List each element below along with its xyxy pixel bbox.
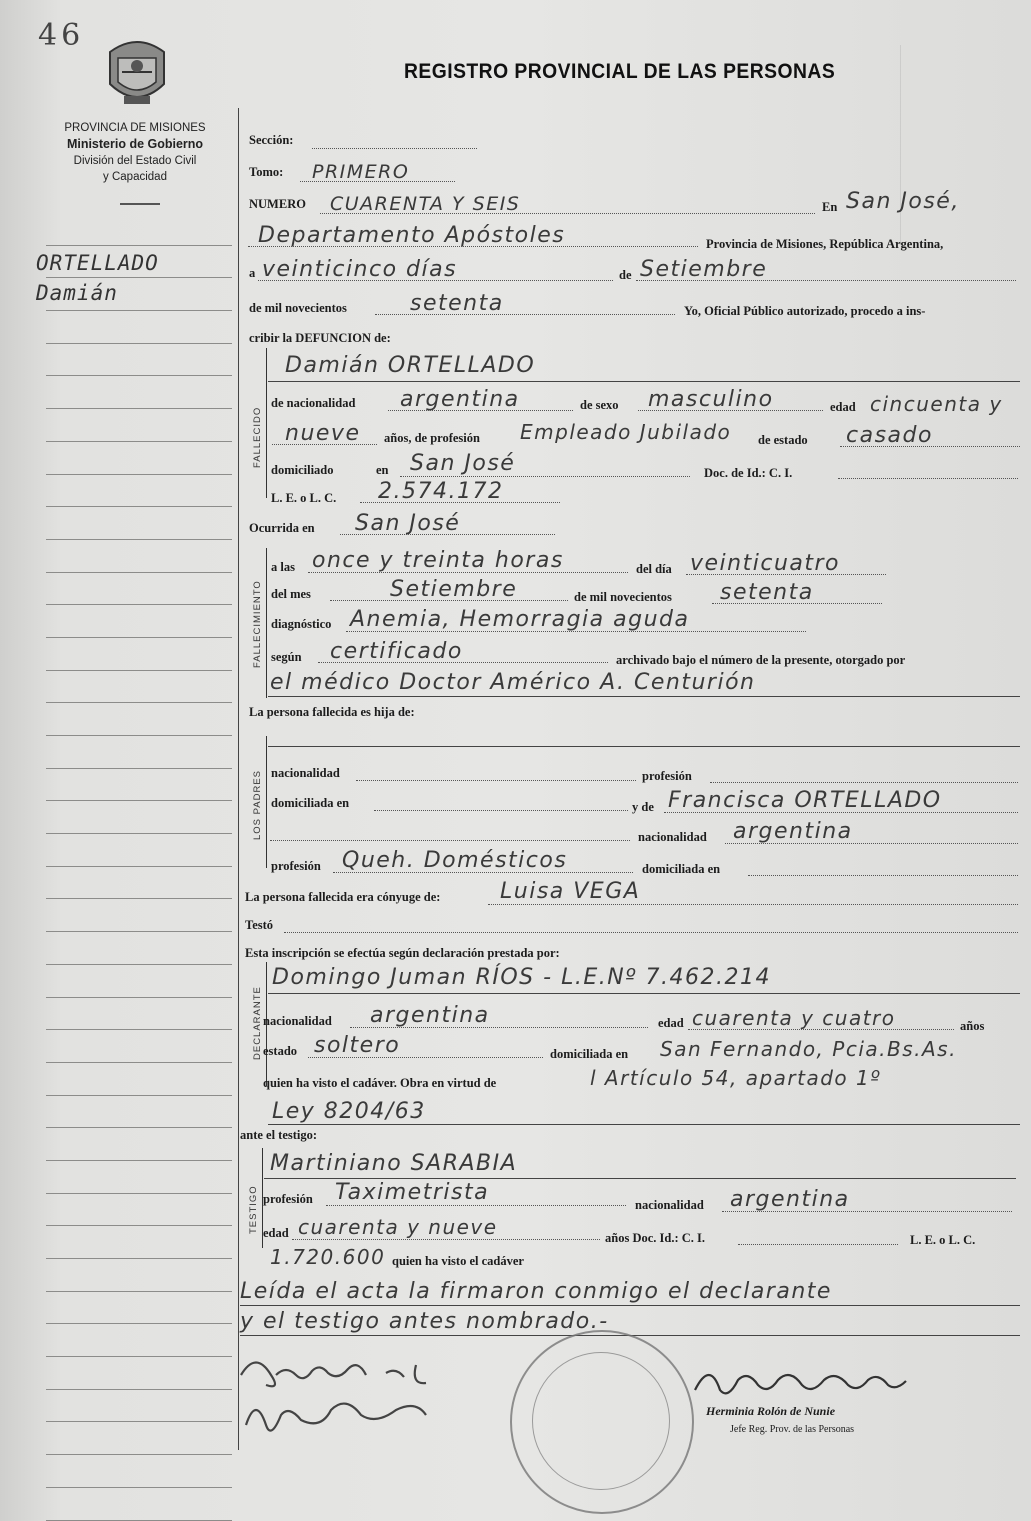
dia-value: veinticinco días (262, 257, 458, 282)
margin-ruled-lines (46, 213, 232, 1521)
ministry-line: Ministerio de Gobierno (66, 137, 204, 151)
edad-value-cont: nueve (285, 421, 361, 446)
fallecimiento-mes-field (330, 600, 568, 601)
archivado-label: archivado bajo el número de la presente, otorgado por (616, 653, 906, 667)
nacionalidad-label: de nacionalidad (271, 396, 356, 410)
en-label: En (822, 200, 838, 214)
declarante-estado-label: estado (263, 1044, 298, 1058)
anios-label: años, de profesión (384, 431, 480, 445)
declarante-edad-value: cuarenta y cuatro (692, 1006, 896, 1030)
doc-label: Doc. de Id.: C. I. (704, 466, 793, 480)
edad-cont-field (272, 444, 377, 445)
madre-profesion-field (333, 872, 633, 873)
madre-extra-field (270, 840, 630, 841)
testo-label: Testó (245, 918, 274, 932)
declarante-estado-field (308, 1057, 543, 1058)
padre-profesion-field (710, 782, 1018, 783)
margin-divider (238, 108, 239, 1450)
departamento-value: Departamento Apóstoles (258, 223, 566, 248)
testigo-cadaver-label: quien ha visto el cadáver (392, 1254, 524, 1268)
medico-value: el médico Doctor Américo A. Centurión (270, 670, 756, 695)
fallecimiento-mes-value: Setiembre (390, 577, 518, 602)
declarante-virtud-value: l Artículo 54, apartado 1º (590, 1066, 882, 1090)
numero-label: NUMERO (249, 197, 306, 211)
declarante-nombre: Domingo Juman RÍOS - L.E.Nº 7.462.214 (272, 965, 771, 990)
declarante-domiciliada-label: domiciliada en (550, 1047, 629, 1061)
domiciliado-label: domiciliado (271, 463, 334, 477)
anio-field (375, 314, 675, 315)
madre-nacionalidad-label: nacionalidad (638, 830, 707, 844)
declarante-section-label: DECLARANTE (252, 986, 263, 1060)
le-field (360, 502, 560, 503)
testigo-nacionalidad-field (722, 1211, 1012, 1212)
officer-title: Jefe Reg. Prov. de las Personas (730, 1424, 855, 1435)
domicilio-value: San José (410, 451, 516, 476)
provincia-label: Provincia de Misiones, República Argentina, (706, 237, 944, 251)
numero-value: CUARENTA Y SEIS (330, 193, 521, 215)
padres-section-label: LOS PADRES (252, 769, 263, 840)
dia-field (258, 280, 613, 281)
en-value: San José, (846, 189, 960, 214)
inscribir-label: cribir la DEFUNCION de: (249, 331, 391, 345)
capacidad-line: y Capacidad (103, 171, 167, 183)
fallecimiento-dia-value: veinticuatro (690, 551, 840, 576)
declarante-domicilio-value: San Fernando, Pcia.Bs.As. (660, 1037, 957, 1061)
testigo-profesion-label: profesión (263, 1192, 313, 1206)
padre-nacionalidad-label: nacionalidad (271, 766, 340, 780)
bleed-through-area (900, 45, 1026, 245)
province-header (30, 120, 240, 185)
declarante-anios-label: años (960, 1019, 985, 1033)
testigo-le-label: L. E. o L. C. (910, 1233, 976, 1247)
doc-field (838, 478, 1018, 479)
padre-profesion-label: profesión (642, 769, 692, 783)
ocurrida-field (340, 534, 555, 535)
profesion-value: Empleado Jubilado (520, 420, 732, 444)
dia-label: del día (636, 562, 672, 576)
document-title: REGISTRO PROVINCIAL DE LAS PERSONAS (404, 60, 836, 83)
anio-value: setenta (410, 291, 504, 316)
a-label: a (249, 266, 256, 280)
testigo-nacionalidad-value: argentina (730, 1187, 850, 1212)
madre-value: Francisca ORTELLADO (668, 788, 942, 813)
declarante-nacionalidad-field (350, 1027, 648, 1028)
testigo-edad-value: cuarenta y nueve (298, 1215, 498, 1239)
ante-testigo-label: ante el testigo: (240, 1128, 318, 1142)
diagnostico-value: Anemia, Hemorragia aguda (350, 607, 690, 632)
conyuge-label: La persona fallecida era cónyuge de: (245, 890, 441, 904)
page-number: 46 (38, 18, 85, 53)
domicilio-en-label: en (376, 463, 389, 477)
declarante-edad-label: edad (658, 1016, 684, 1030)
declarante-cadaver-label: quien ha visto el cadáver. Obra en virtud de (263, 1076, 497, 1090)
fallecimiento-mil-label: de mil novecientos (574, 590, 672, 604)
estado-value: casado (846, 423, 933, 448)
declarante-nacionalidad-label: nacionalidad (263, 1014, 332, 1028)
oficial-label: Yo, Oficial Público autorizado, procedo a ins- (684, 304, 926, 318)
sexo-value: masculino (648, 387, 774, 412)
y-de-label: y de (632, 800, 654, 814)
testigo-anios-label: años Doc. Id.: C. I. (605, 1231, 706, 1245)
madre-field (664, 812, 1018, 813)
madre-domicilio-field (748, 875, 1018, 876)
officer-signature-icon (690, 1355, 930, 1405)
fallecimiento-section-label: FALLECIMIENTO (252, 580, 263, 668)
fallecimiento-dia-field (686, 574, 886, 575)
de-label: de (619, 268, 632, 282)
ocurrida-label: Ocurrida en (249, 521, 315, 535)
horas-label: a las (271, 560, 295, 574)
madre-domiciliada-label: domiciliada en (642, 862, 721, 876)
closing-line-1-rule (240, 1305, 1020, 1306)
domicilio-field (400, 476, 690, 477)
seccion-label: Sección: (249, 133, 294, 147)
departamento-field (248, 246, 698, 247)
le-label: L. E. o L. C. (271, 491, 337, 505)
sexo-label: de sexo (580, 398, 619, 412)
le-value: 2.574.172 (378, 479, 504, 504)
sexo-field (638, 410, 823, 411)
diagnostico-field (346, 631, 806, 632)
seccion-field (312, 148, 477, 149)
fallecimiento-bracket (266, 548, 267, 698)
declarante-nombre-line (268, 993, 1020, 994)
hija-label: La persona fallecida es hija de: (249, 705, 415, 719)
margin-surname: ORTELLADO (36, 251, 159, 275)
testigo-profesion-field (326, 1205, 626, 1206)
medico-line (268, 696, 1020, 697)
margin-annotation (36, 248, 159, 308)
tomo-field (300, 181, 455, 182)
closing-line-1: Leída el acta la firmaron conmigo el declarante (240, 1279, 832, 1304)
estado-label: de estado (758, 433, 808, 447)
declarante-estado-value: soltero (314, 1033, 401, 1058)
fallecido-bracket (266, 348, 267, 498)
declarante-nacionalidad-value: argentina (370, 1003, 490, 1028)
segun-field (318, 662, 608, 663)
nacionalidad-value: argentina (400, 387, 520, 412)
declarante-signature-icon (236, 1345, 476, 1445)
fallecido-nombre-line (268, 381, 1020, 382)
tomo-label: Tomo: (249, 165, 284, 179)
testigo-profesion-value: Taximetrista (335, 1180, 490, 1205)
conyuge-field (488, 904, 1018, 905)
province-line: PROVINCIA DE MISIONES (64, 122, 206, 134)
division-line: División del Estado Civil (73, 155, 197, 167)
fallecido-nombre: Damián ORTELLADO (285, 353, 536, 378)
padre-domicilio-field (374, 810, 628, 811)
testigo-section-label: TESTIGO (248, 1185, 259, 1234)
fallecimiento-anio-field (712, 603, 882, 604)
fallecimiento-anio-value: setenta (720, 580, 814, 605)
edad-label: edad (830, 400, 856, 414)
nacionalidad-field (388, 410, 573, 411)
testigo-le-value: 1.720.600 (270, 1245, 386, 1269)
header-divider (120, 203, 160, 205)
fallecido-section-label: FALLECIDO (252, 406, 263, 468)
testigo-edad-label: edad (263, 1226, 289, 1240)
declarante-edad-field (688, 1029, 954, 1030)
madre-profesion-label: profesión (271, 859, 321, 873)
horas-field (308, 572, 628, 573)
segun-value: certificado (330, 639, 463, 664)
testo-field (284, 932, 1018, 933)
ocurrida-value: San José (355, 511, 461, 536)
edad-value: cincuenta y (870, 392, 1003, 416)
madre-nacionalidad-field (725, 843, 1018, 844)
mes-value: Setiembre (640, 257, 768, 282)
mes-label: del mes (271, 587, 311, 601)
margin-given-name: Damián (36, 281, 118, 305)
testigo-edad-field (292, 1239, 600, 1240)
ley-line (268, 1124, 1020, 1125)
padre-domiciliada-label: domiciliada en (271, 796, 350, 810)
padre-nacionalidad-field (356, 780, 636, 781)
official-seal-icon (510, 1330, 694, 1514)
madre-profesion-value: Queh. Domésticos (342, 848, 568, 873)
mil-label: de mil novecientos (249, 301, 347, 315)
testigo-doc-field (738, 1244, 898, 1245)
testigo-nacionalidad-label: nacionalidad (635, 1198, 704, 1212)
horas-value: once y treinta horas (312, 548, 564, 573)
closing-line-2: y el testigo antes nombrado.- (240, 1309, 609, 1334)
mes-field (636, 280, 1016, 281)
segun-label: según (271, 650, 302, 664)
officer-name: Herminia Rolón de Nunie (706, 1404, 836, 1418)
padre-nombre-line (268, 746, 1020, 747)
provincial-crest-icon (100, 32, 174, 110)
numero-field (320, 213, 815, 214)
estado-field (840, 446, 1020, 447)
diagnostico-label: diagnóstico (271, 617, 332, 631)
padres-bracket (266, 736, 267, 868)
declaracion-intro-label: Esta inscripción se efectúa según declaración prestada por: (245, 946, 560, 960)
tomo-value: PRIMERO (312, 161, 410, 183)
conyuge-value: Luisa VEGA (500, 879, 641, 904)
madre-nacionalidad-value: argentina (733, 819, 853, 844)
declarante-ley-value: Ley 8204/63 (272, 1099, 426, 1124)
testigo-nombre: Martiniano SARABIA (270, 1151, 518, 1176)
testigo-nombre-line (264, 1178, 1016, 1179)
